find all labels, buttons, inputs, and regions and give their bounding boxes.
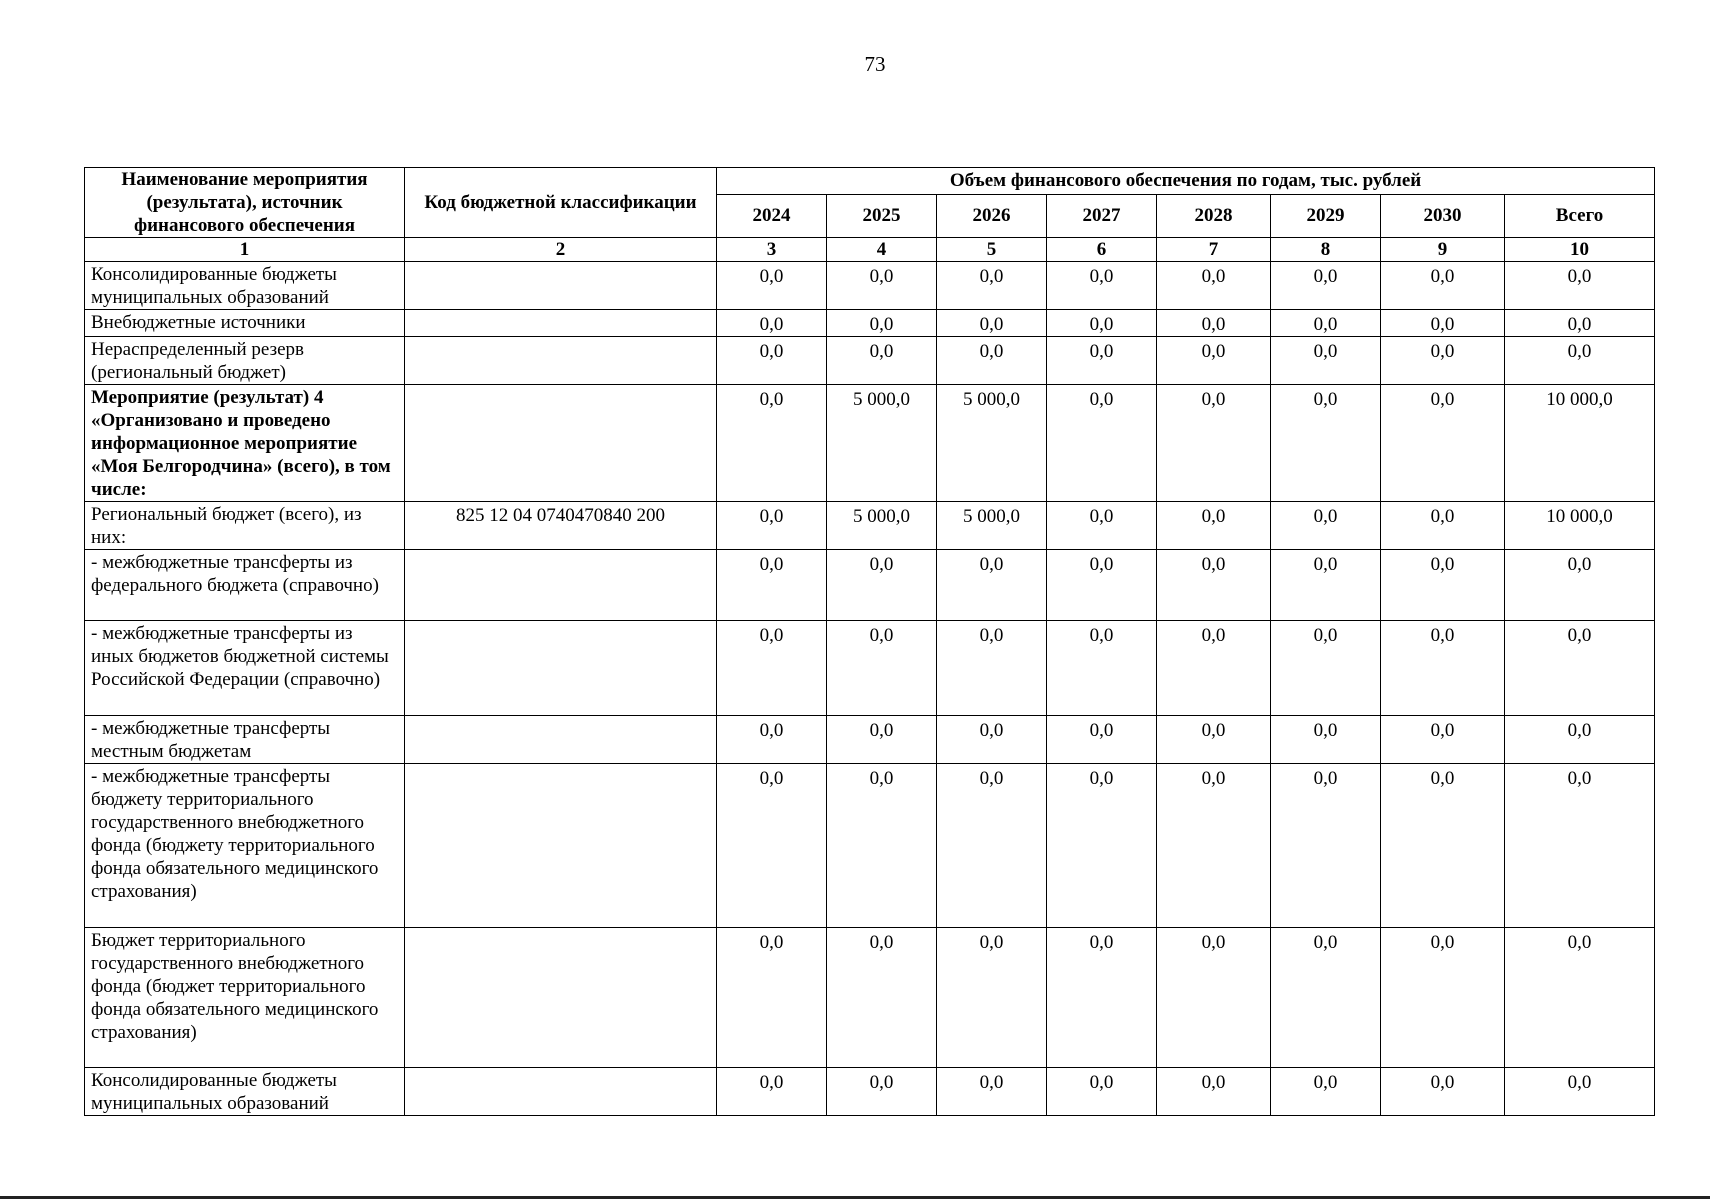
row-code	[405, 928, 717, 1068]
table-row	[85, 337, 1655, 385]
row-value: 0,0	[717, 1068, 827, 1116]
row-code	[405, 550, 717, 621]
row-value: 0,0	[717, 928, 827, 1068]
row-value: 0,0	[1381, 764, 1505, 928]
row-value: 0,0	[1381, 385, 1505, 502]
row-value: 0,0	[1047, 502, 1157, 550]
row-value: 0,0	[1271, 550, 1381, 621]
row-value: 0,0	[1271, 928, 1381, 1068]
row-value: 0,0	[1047, 1068, 1157, 1116]
row-value: 0,0	[937, 262, 1047, 310]
row-value: 0,0	[1047, 310, 1157, 337]
column-number: 5	[937, 238, 1047, 262]
row-code: 825 12 04 0740470840 200	[405, 502, 717, 550]
row-value: 0,0	[717, 621, 827, 716]
row-value: 0,0	[937, 550, 1047, 621]
table-row	[85, 928, 1655, 1068]
row-value: 0,0	[1157, 310, 1271, 337]
row-value: 0,0	[717, 716, 827, 764]
row-code	[405, 1068, 717, 1116]
row-value: 0,0	[827, 716, 937, 764]
row-value: 0,0	[827, 764, 937, 928]
table-row	[85, 310, 1655, 337]
row-value: 0,0	[937, 716, 1047, 764]
row-value: 0,0	[827, 621, 937, 716]
column-number: 8	[1271, 238, 1381, 262]
column-number: 7	[1157, 238, 1271, 262]
row-name: Консолидированные бюджеты муниципальных образований	[85, 1068, 405, 1116]
row-value: 5 000,0	[937, 502, 1047, 550]
row-value: 0,0	[1381, 337, 1505, 385]
table-row	[85, 764, 1655, 928]
row-value: 0,0	[827, 928, 937, 1068]
row-code	[405, 310, 717, 337]
row-value: 0,0	[1047, 262, 1157, 310]
table-row	[85, 716, 1655, 764]
row-name: - межбюджетные трансферты бюджету территориального государственного внебюджетного фонда (бюджету территориального фонда обязательного медицинского страхования)	[85, 764, 405, 928]
header-year: 2024	[717, 194, 827, 237]
column-number: 6	[1047, 238, 1157, 262]
table-row	[85, 502, 1655, 550]
row-value: 0,0	[1047, 716, 1157, 764]
row-value: 0,0	[717, 337, 827, 385]
row-value: 5 000,0	[937, 385, 1047, 502]
row-value: 0,0	[937, 1068, 1047, 1116]
row-value: 0,0	[1271, 337, 1381, 385]
row-value: 0,0	[1381, 716, 1505, 764]
row-value: 0,0	[1157, 337, 1271, 385]
column-number: 9	[1381, 238, 1505, 262]
header-year: 2027	[1047, 194, 1157, 237]
column-number: 2	[405, 238, 717, 262]
row-value: 0,0	[1047, 621, 1157, 716]
row-value: 0,0	[1271, 310, 1381, 337]
row-value: 0,0	[1047, 764, 1157, 928]
row-name: - межбюджетные трансферты из иных бюджетов бюджетной системы Российской Федерации (справочно)	[85, 621, 405, 716]
row-value: 5 000,0	[827, 502, 937, 550]
column-number: 4	[827, 238, 937, 262]
row-value: 0,0	[937, 621, 1047, 716]
row-value: 0,0	[1381, 550, 1505, 621]
row-value: 0,0	[1157, 928, 1271, 1068]
row-value: 0,0	[1157, 502, 1271, 550]
row-name: - межбюджетные трансферты из федерального бюджета (справочно)	[85, 550, 405, 621]
row-name: Бюджет территориального государственного внебюджетного фонда (бюджет территориального фонда обязательного медицинского страхования)	[85, 928, 405, 1068]
row-value: 0,0	[1271, 621, 1381, 716]
row-value: 0,0	[717, 502, 827, 550]
row-value: 0,0	[717, 385, 827, 502]
financing-table	[84, 167, 1655, 1116]
table-row	[85, 262, 1655, 310]
row-name: - межбюджетные трансферты местным бюджетам	[85, 716, 405, 764]
row-value: 0,0	[827, 262, 937, 310]
row-value: 0,0	[1157, 621, 1271, 716]
page-bottom-rule	[0, 1196, 1710, 1199]
row-value: 0,0	[1047, 337, 1157, 385]
row-value: 0,0	[717, 764, 827, 928]
column-number: 1	[85, 238, 405, 262]
header-total: Всего	[1505, 194, 1655, 237]
row-value: 0,0	[717, 550, 827, 621]
row-total: 0,0	[1505, 1068, 1655, 1116]
row-value: 0,0	[937, 337, 1047, 385]
row-total: 0,0	[1505, 621, 1655, 716]
row-code	[405, 385, 717, 502]
header-year: 2028	[1157, 194, 1271, 237]
row-value: 0,0	[1157, 1068, 1271, 1116]
row-value: 0,0	[1381, 262, 1505, 310]
header-code: Код бюджетной классификации	[405, 168, 717, 238]
header-volume: Объем финансового обеспечения по годам, тыс. рублей	[717, 168, 1655, 195]
row-value: 0,0	[827, 550, 937, 621]
row-value: 5 000,0	[827, 385, 937, 502]
table-row	[85, 1068, 1655, 1116]
row-value: 0,0	[1271, 716, 1381, 764]
table-row	[85, 385, 1655, 502]
row-total: 0,0	[1505, 310, 1655, 337]
row-code	[405, 716, 717, 764]
row-value: 0,0	[1047, 550, 1157, 621]
row-value: 0,0	[1271, 764, 1381, 928]
row-value: 0,0	[717, 262, 827, 310]
header-name: Наименование мероприятия (результата), источник финансового обеспечения	[85, 168, 405, 238]
row-value: 0,0	[1047, 928, 1157, 1068]
row-name: Консолидированные бюджеты муниципальных образований	[85, 262, 405, 310]
row-value: 0,0	[1381, 621, 1505, 716]
row-code	[405, 337, 717, 385]
row-name: Внебюджетные источники	[85, 310, 405, 337]
row-total: 0,0	[1505, 928, 1655, 1068]
row-value: 0,0	[1271, 262, 1381, 310]
header-year: 2029	[1271, 194, 1381, 237]
row-name: Региональный бюджет (всего), из них:	[85, 502, 405, 550]
row-value: 0,0	[1157, 550, 1271, 621]
row-value: 0,0	[1047, 385, 1157, 502]
header-year: 2026	[937, 194, 1047, 237]
row-total: 0,0	[1505, 716, 1655, 764]
row-value: 0,0	[937, 764, 1047, 928]
row-value: 0,0	[1381, 928, 1505, 1068]
row-value: 0,0	[1381, 310, 1505, 337]
header-year: 2025	[827, 194, 937, 237]
row-total: 10 000,0	[1505, 385, 1655, 502]
row-value: 0,0	[1157, 764, 1271, 928]
row-name: Нераспределенный резерв (региональный бюджет)	[85, 337, 405, 385]
row-total: 10 000,0	[1505, 502, 1655, 550]
row-code	[405, 262, 717, 310]
row-value: 0,0	[1157, 716, 1271, 764]
page-number: 73	[864, 52, 886, 76]
column-number: 3	[717, 238, 827, 262]
row-value: 0,0	[1157, 385, 1271, 502]
row-code	[405, 764, 717, 928]
row-value: 0,0	[827, 310, 937, 337]
row-value: 0,0	[937, 310, 1047, 337]
row-value: 0,0	[1271, 385, 1381, 502]
row-value: 0,0	[1271, 1068, 1381, 1116]
row-value: 0,0	[827, 1068, 937, 1116]
table-row	[85, 550, 1655, 621]
row-value: 0,0	[1271, 502, 1381, 550]
row-total: 0,0	[1505, 337, 1655, 385]
row-value: 0,0	[1157, 262, 1271, 310]
row-total: 0,0	[1505, 550, 1655, 621]
row-value: 0,0	[827, 337, 937, 385]
row-value: 0,0	[717, 310, 827, 337]
row-total: 0,0	[1505, 262, 1655, 310]
row-total: 0,0	[1505, 764, 1655, 928]
row-value: 0,0	[1381, 502, 1505, 550]
row-value: 0,0	[937, 928, 1047, 1068]
row-name: Мероприятие (результат) 4 «Организовано и проведено информационное мероприятие «Моя Белгородчина» (всего), в том числе:	[85, 385, 405, 502]
row-value: 0,0	[1381, 1068, 1505, 1116]
row-code	[405, 621, 717, 716]
header-year: 2030	[1381, 194, 1505, 237]
column-number: 10	[1505, 238, 1655, 262]
table-row	[85, 621, 1655, 716]
